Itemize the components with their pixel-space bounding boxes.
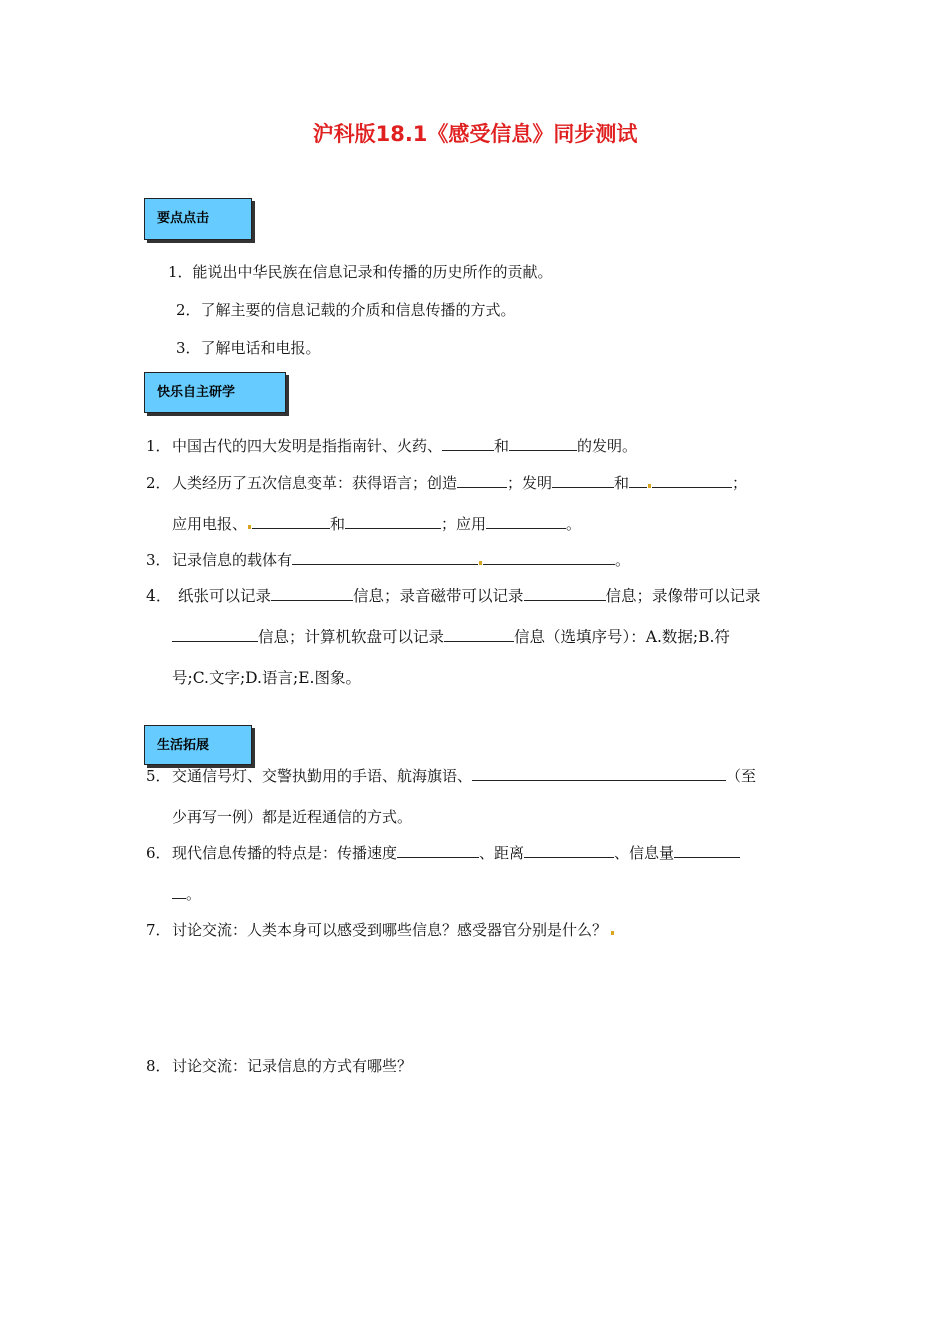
section-life-extension-label: 生活拓展 [157, 738, 210, 753]
question-text: 、距离 [479, 844, 525, 862]
mark-dot [479, 561, 482, 565]
question-text: ；应用 [441, 515, 487, 533]
question-4 [146, 586, 761, 606]
question-number: 7． [146, 921, 171, 939]
blank [524, 586, 606, 601]
question-text: 信息；录音磁带可以记录 [353, 587, 524, 605]
question-text: 信息；录像带可以记录 [605, 587, 761, 605]
page-title: 沪科版18.1《感受信息》同步测试 [312, 122, 638, 146]
question-6-cont [172, 884, 201, 904]
blank [442, 436, 494, 451]
blank [345, 514, 441, 529]
section-key-points [144, 198, 252, 240]
question-5 [146, 766, 756, 786]
mark-dot [248, 525, 251, 529]
question-text: 纸张可以记录 [178, 587, 272, 605]
question-4-cont [172, 627, 730, 647]
blank [472, 766, 726, 781]
blank [271, 586, 353, 601]
blank [292, 550, 478, 565]
mark-dot [611, 931, 614, 935]
question-text: 和 [614, 474, 630, 492]
question-text: 少再写一例）都是近程通信的方式。 [172, 808, 413, 826]
question-text: 记录信息的载体有 [172, 551, 293, 569]
question-number: 4． [146, 587, 172, 605]
question-text: 信息；计算机软盘可以记录 [258, 628, 445, 646]
question-text: 现代信息传播的特点是：传播速度 [172, 844, 398, 862]
section-key-points-label: 要点点击 [157, 211, 210, 226]
question-6 [146, 843, 740, 863]
blank [524, 843, 614, 858]
blank [457, 473, 507, 488]
question-8 [146, 1056, 412, 1076]
blank [509, 436, 577, 451]
question-4-cont-2 [172, 668, 361, 688]
key-point-3: 3．了解电话和电报。 [176, 339, 321, 357]
mark-dot [648, 484, 651, 488]
question-number: 6． [146, 844, 171, 862]
question-text: 。 [186, 885, 202, 903]
blank [486, 514, 566, 529]
blank [172, 627, 258, 642]
blank [483, 550, 615, 565]
blank [252, 514, 330, 529]
blank [674, 843, 740, 858]
section-self-study [144, 372, 286, 413]
question-1 [146, 436, 637, 456]
question-number: 3． [146, 551, 171, 569]
section-life-extension [144, 725, 252, 765]
blank [397, 843, 479, 858]
section-self-study-label: 快乐自主研学 [157, 385, 236, 400]
question-number: 5． [146, 767, 171, 785]
question-text: 、信息量 [614, 844, 675, 862]
question-number: 1． [146, 437, 171, 455]
question-text: （至 [726, 767, 757, 785]
question-number: 8． [146, 1057, 171, 1075]
question-2 [146, 473, 747, 493]
question-text: 应用电报、 [172, 515, 248, 533]
question-text: 讨论交流：记录信息的方式有哪些？ [172, 1057, 413, 1075]
question-text: 讨论交流：人类本身可以感受到哪些信息？感受器官分别是什么？ [172, 921, 608, 939]
question-text: 中国古代的四大发明是指指南针、火药、 [172, 437, 443, 455]
question-text: 。 [615, 551, 631, 569]
question-text: 人类经历了五次信息变革：获得语言；创造 [172, 474, 458, 492]
question-text: ；发明 [507, 474, 553, 492]
question-number: 2． [146, 474, 171, 492]
question-5-cont [172, 807, 412, 827]
question-text: ； [732, 474, 748, 492]
key-point-1: 1．能说出中华民族在信息记录和传播的历史所作的贡献。 [168, 263, 553, 281]
question-2-cont [172, 514, 581, 534]
blank [652, 473, 732, 488]
question-text: 交通信号灯、交警执勤用的手语、航海旗语、 [172, 767, 473, 785]
blank [552, 473, 614, 488]
blank [444, 627, 514, 642]
question-text: 信息（选填序号）：A.数据;B.符 [514, 628, 730, 646]
key-point-2: 2．了解主要的信息记载的介质和信息传播的方式。 [176, 301, 516, 319]
blank [172, 884, 186, 899]
question-text: 的发明。 [577, 437, 638, 455]
question-7 [146, 920, 615, 940]
question-text: 和 [330, 515, 346, 533]
question-text: 和 [494, 437, 510, 455]
blank [629, 473, 647, 488]
question-text: 。 [566, 515, 582, 533]
question-3 [146, 550, 630, 570]
question-text: 号;C.文字;D.语言;E.图象。 [172, 669, 361, 687]
